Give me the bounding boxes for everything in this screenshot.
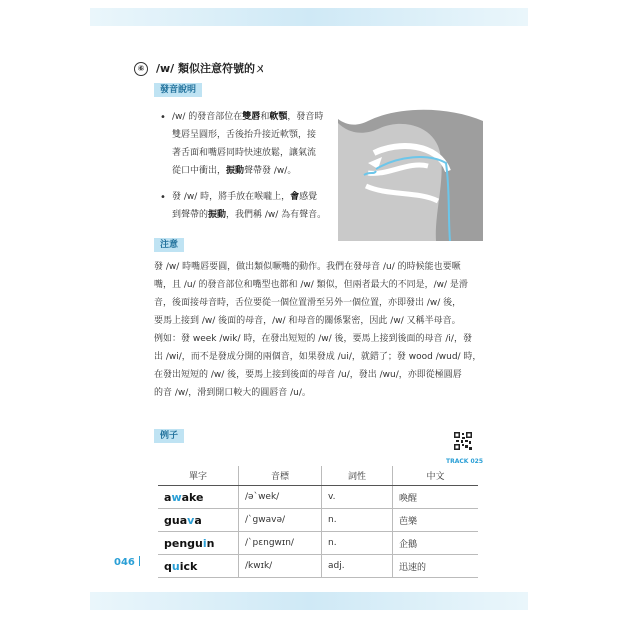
chinese-cell: 芭樂 (393, 509, 479, 532)
bullet-dot: • (160, 112, 166, 123)
word-cell: guava (158, 509, 239, 532)
note-line: 發 /w/ 時嘴唇要圓，做出類似噘嘴的動作。我們在發母音 /u/ 的時候能也要噘 (154, 262, 461, 272)
pos-cell: v. (322, 486, 393, 509)
chinese-cell: 迅速的 (393, 555, 479, 578)
phonetic-cell: /`gwavə/ (239, 509, 322, 532)
header-part-of-speech: 詞性 (322, 466, 393, 486)
note-line: 出 /wi/，而不是發成分開的兩個音，如果發成 /ui/，就錯了；發 wood /wud/ 時， (154, 352, 482, 362)
word-cell: quick (158, 555, 239, 578)
header-chinese: 中文 (393, 466, 479, 486)
note-label: 注意 (154, 238, 184, 252)
table-row (158, 509, 478, 532)
bullet-1-line-1: /w/ 的發音部位在雙唇和軟顎，發音時 (172, 112, 324, 122)
header-phonetic: 音標 (239, 466, 322, 486)
bullet-1-line-4: 從口中衝出，振動聲帶發 /w/。 (172, 166, 297, 176)
mouth-articulation-diagram (338, 101, 483, 241)
pronunciation-label: 發音說明 (154, 83, 202, 97)
word-cell: awake (158, 486, 239, 509)
qr-code-icon[interactable] (454, 432, 472, 450)
note-paragraph (154, 258, 494, 402)
note-line: 在發出短短的 /w/ 後，要馬上接到後面的母音 /u/，發出 /wu/，亦即從極圓唇 (154, 370, 462, 380)
section-title (134, 60, 266, 76)
note-line: 音，後面接母音時，舌位要從一個位置滑至另外一個位置，亦即發出 /w/ 後， (154, 298, 462, 308)
pronunciation-bullet-1 (172, 108, 342, 180)
track-number: TRACK 025 (446, 458, 484, 465)
vocal-tract-illustration (338, 101, 483, 241)
table-header-row (158, 466, 478, 486)
bullet-1-line-3: 著舌面和嘴唇同時快速放鬆，讓氣流 (172, 148, 317, 158)
note-line: 要馬上接到 /w/ 後面的母音，/w/ 和母音的關係緊密，因此 /w/ 又稱半母音。 (154, 316, 461, 326)
section-number: ⑥ (134, 62, 148, 76)
page-number: 046 (114, 556, 140, 568)
word-cell: penguin (158, 532, 239, 555)
chinese-cell: 企鵝 (393, 532, 479, 555)
pos-cell: adj. (322, 555, 393, 578)
phonetic-cell: /ə`wek/ (239, 486, 322, 509)
header-word: 單字 (158, 466, 239, 486)
note-line: 嘴，且 /u/ 的發音部位和嘴型也都和 /w/ 類似，但兩者最大的不同是，/w/ 是滑 (154, 280, 468, 290)
note-line: 的音 /w/，滑到開口較大的圓唇音 /u/。 (154, 388, 311, 398)
bullet-2-line-1: 發 /w/ 時，將手放在喉嚨上，會感覺 (172, 192, 318, 202)
pronunciation-bullet-2 (172, 188, 342, 224)
phonetic-cell: /kwɪk/ (239, 555, 322, 578)
bottom-decorative-band (90, 592, 528, 610)
examples-label: 例子 (154, 429, 184, 443)
book-page (90, 0, 528, 620)
phonetic-cell: /`pɛngwɪn/ (239, 532, 322, 555)
section-title-text: /w/ 類似注意符號的ㄨ (156, 62, 267, 75)
table-row (158, 486, 478, 509)
bullet-2-line-2: 到聲帶的振動，我們稱 /w/ 為有聲音。 (172, 210, 327, 220)
pos-cell: n. (322, 509, 393, 532)
table-row (158, 555, 478, 578)
note-line: 例如：發 week /wik/ 時，在發出短短的 /w/ 後，要馬上接到後面的母音 /i/，發 (154, 334, 472, 344)
table-row (158, 532, 478, 555)
pos-cell: n. (322, 532, 393, 555)
example-words-table (158, 466, 478, 578)
bullet-1-line-2: 雙唇呈圓形，舌後抬升接近軟顎，接 (172, 130, 317, 140)
top-decorative-band (90, 8, 528, 26)
bullet-dot: • (160, 192, 166, 203)
chinese-cell: 喚醒 (393, 486, 479, 509)
